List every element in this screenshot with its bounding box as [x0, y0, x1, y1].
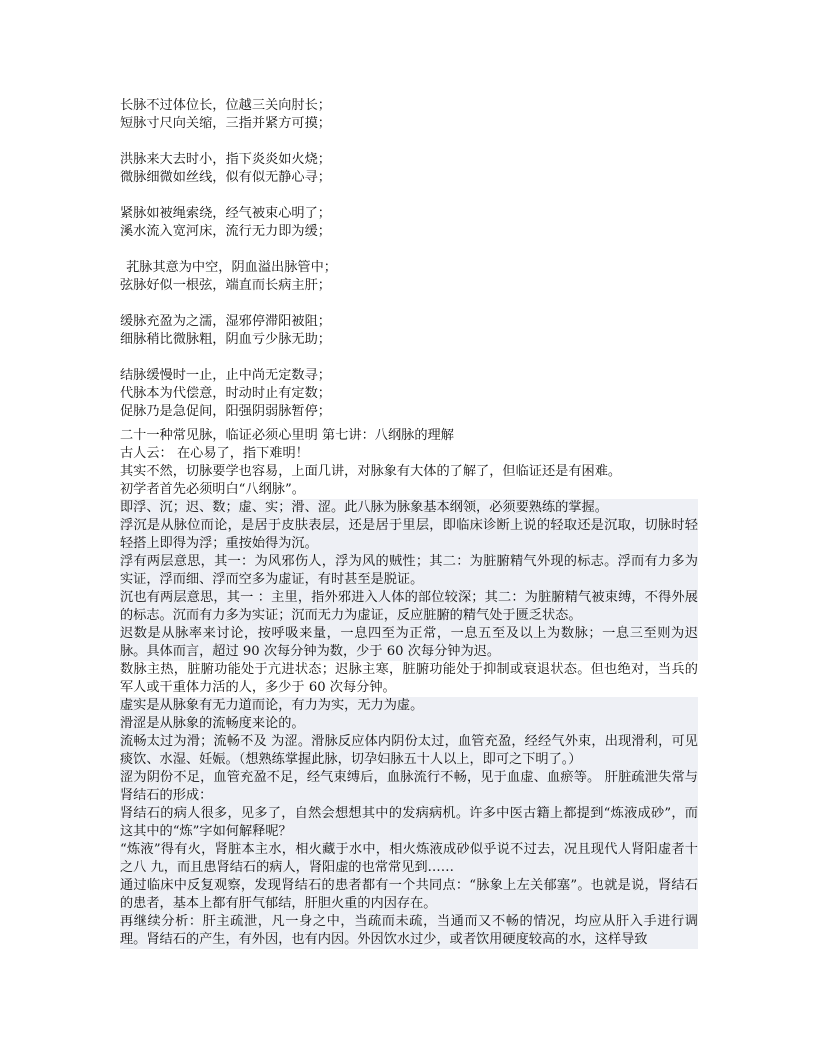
paragraph: 再继续分析：肝主疏泄，凡一身之中，当疏而未疏，当通而又不畅的情况，均应从肝入手进行调 理。肾结石的产生，有外因，也有内因。外因饮水过少，或者饮用硬度较高的水，这样导致: [120, 914, 698, 947]
verse-section: [120, 97, 720, 421]
verse-line: 结脉缓慢时一止，止中尚无定数寻；: [120, 368, 331, 383]
verse-stanza-5: [120, 313, 720, 349]
paragraph: 浮沉是从脉位而论，是居于皮肤表层，还是居于里层，即临床诊断上说的轻取还是沉取，切脉时轻轻搭上即得为浮；重按始得为沉。: [120, 518, 698, 551]
paragraph: “炼液”得有火，肾脏本主水，相火藏于水中，相火炼液成砂似乎说不过去，况且现代人肾阳虚者十之八 九，而且患肾结石的病人，肾阳虚的也常常见到……: [120, 842, 698, 875]
verse-line: 促脉乃是急促间，阳强阴弱脉暂停；: [120, 404, 331, 419]
verse-line: 洪脉来大去时小，指下炎炎如火烧；: [120, 152, 331, 167]
stanza-gap: [120, 187, 720, 205]
verse-line: 芤脉其意为中空，阴血溢出脉管中；: [126, 260, 337, 275]
verse-line: 溪水流入宽河床，流行无力即为缓；: [120, 224, 331, 239]
paragraph: 流畅太过为滑；流畅不及 为涩。滑脉反应体内阴份太过，血管充盈，经经气外束，出现滑利，可见痰饮、水湿、妊娠。（想熟练掌握此脉，切孕妇脉五十人以上，即可之下明了。）: [120, 734, 698, 767]
paragraph: 浮有两层意思，其一：为风邪伤人，浮为风的贼性；其二：为脏腑精气外现的标志。浮而有力多为实证，浮而细、浮而空多为虚证，有时甚至是脱证。: [120, 554, 698, 587]
paragraph: 肾结石的病人很多，见多了，自然会想想其中的发病病机。许多中医古籍上都提到“炼液成砂”，而这其中的“炼”字如何解释呢？: [120, 806, 698, 839]
paragraph: 涩为阴份不足，血管充盈不足，经气束缚后，血脉流行不畅，见于血虚、血瘀等。 肝脏疏泄失常与肾结石的形成：: [120, 770, 698, 803]
stanza-gap: [120, 349, 720, 367]
verse-stanza-2: [120, 151, 720, 187]
verse-stanza-3: [120, 205, 720, 241]
verse-line: 短脉寸尺向关缩，三指并紧方可摸；: [120, 116, 331, 131]
verse-line: 弦脉好似一根弦，端直而长病主肝；: [120, 278, 331, 293]
verse-stanza-4: [120, 259, 720, 295]
verse-line: 紧脉如被绳索绕，经气被束心明了；: [120, 206, 331, 221]
paragraph: 虚实是从脉象有无力道而论，有力为实，无力为虚。: [120, 697, 698, 715]
lecture-heading: 二十一种常见脉，临证必须心里明 第七讲：八纲脉的理解: [120, 428, 454, 443]
paragraph: 古人云： 在心易了，指下难明！: [120, 446, 309, 461]
verse-line: 微脉细微如丝线，似有似无静心寻；: [120, 170, 331, 185]
verse-stanza-1: [120, 97, 720, 133]
paragraph: 数脉主热，脏腑功能处于亢进状态；迟脉主寒，脏腑功能处于抑制或衰退状态。但也绝对，当兵的军人或干重体力活的人，多少于 60 次每分钟。: [120, 662, 698, 695]
verse-line: 代脉本为代偿意，时动时止有定数；: [120, 386, 331, 401]
paragraph: 初学者首先必须明白“八纲脉”。: [120, 482, 305, 497]
paragraph: 迟数是从脉率来讨论，按呼吸来量，一息四至为正常，一息五至及以上为数脉；一息三至则为迟脉。具体而言，超过 90 次每分钟为数，少于 60 次每分钟为迟。: [120, 626, 698, 659]
verse-stanza-6: [120, 367, 720, 421]
stanza-gap: [120, 133, 720, 151]
stanza-gap: [120, 295, 720, 313]
paragraph: 沉也有两层意思，其一 ：主里，指外邪进入人体的部位较深；其二：为脏腑精气被束缚，不得外展的标志。沉而有力多为实证；沉而无力为虚证，反应脏腑的精气处于匮乏状态。: [120, 590, 698, 623]
paragraph: 通过临床中反复观察，发现肾结石的患者都有一个共同点：“脉象上左关郁塞”。也就是说，肾结石的患者，基本上都有肝气郁结，肝胆火重的内因存在。: [120, 878, 698, 911]
verse-line: 缓脉充盈为之濡，湿邪停滞阳被阻；: [120, 314, 331, 329]
lecture-body: [120, 427, 698, 949]
verse-line: 细脉稍比微脉粗，阴血亏少脉无助；: [120, 332, 331, 347]
paragraph: 滑涩是从脉象的流畅度来论的。: [120, 715, 698, 733]
stanza-gap: [120, 241, 720, 259]
verse-line: 长脉不过体位长，位越三关向肘长；: [120, 98, 331, 113]
paragraph: 其实不然，切脉要学也容易，上面几讲，对脉象有大体的了解了，但临证还是有困难。: [120, 464, 622, 479]
paragraph: 即浮、沉；迟、数；虚、实；滑、涩。此八脉为脉象基本纲领，必须要熟练的掌握。: [120, 499, 698, 517]
